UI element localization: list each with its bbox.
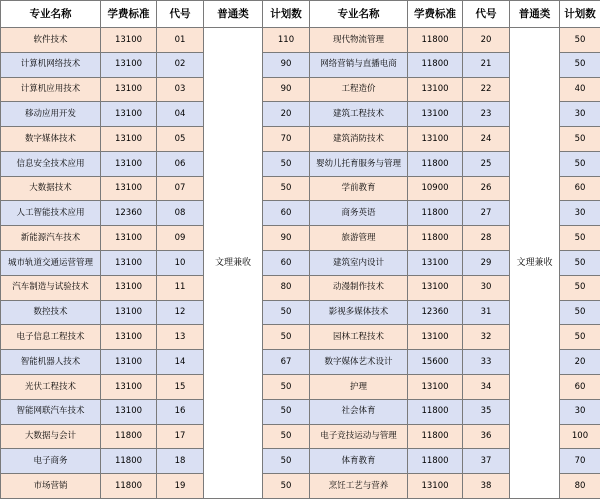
right-code-cell: 35 (463, 399, 510, 424)
right-tuition-cell: 11800 (408, 28, 463, 53)
right-code-cell: 36 (463, 424, 510, 449)
left-major-name-cell: 数字媒体技术 (1, 127, 101, 152)
right-tuition-cell: 11800 (408, 399, 463, 424)
left-tuition-cell: 13100 (101, 226, 157, 251)
left-major-name-cell: 软件技术 (1, 28, 101, 53)
left-tuition-cell: 11800 (101, 474, 157, 499)
right-code-cell: 20 (463, 28, 510, 53)
header-tuition-right: 学费标准 (408, 1, 463, 28)
left-code-cell: 08 (157, 201, 204, 226)
right-plan-count-cell: 100 (560, 424, 600, 449)
left-plan-count-cell: 50 (263, 399, 310, 424)
right-code-cell: 25 (463, 151, 510, 176)
right-major-name-cell: 婴幼儿托育服务与管理 (310, 151, 408, 176)
left-tuition-cell: 13100 (101, 374, 157, 399)
right-tuition-cell: 15600 (408, 350, 463, 375)
left-plan-count-cell: 50 (263, 474, 310, 499)
right-plan-count-cell: 50 (560, 127, 600, 152)
right-major-name-cell: 商务英语 (310, 201, 408, 226)
left-code-cell: 09 (157, 226, 204, 251)
right-code-cell: 38 (463, 474, 510, 499)
right-major-name-cell: 动漫制作技术 (310, 275, 408, 300)
right-major-name-cell: 烹饪工艺与营养 (310, 474, 408, 499)
left-major-name-cell: 光伏工程技术 (1, 374, 101, 399)
right-code-cell: 22 (463, 77, 510, 102)
right-code-cell: 28 (463, 226, 510, 251)
category-type-left: 文理兼收 (204, 28, 263, 499)
left-code-cell: 16 (157, 399, 204, 424)
right-major-name-cell: 影视多媒体技术 (310, 300, 408, 325)
left-major-name-cell: 市场营销 (1, 474, 101, 499)
right-plan-count-cell: 50 (560, 275, 600, 300)
right-code-cell: 33 (463, 350, 510, 375)
left-plan-count-cell: 60 (263, 251, 310, 276)
right-plan-count-cell: 70 (560, 449, 600, 474)
right-tuition-cell: 13100 (408, 77, 463, 102)
right-code-cell: 29 (463, 251, 510, 276)
right-tuition-cell: 11800 (408, 226, 463, 251)
right-code-cell: 23 (463, 102, 510, 127)
left-plan-count-cell: 50 (263, 151, 310, 176)
left-plan-count-cell: 50 (263, 300, 310, 325)
left-major-name-cell: 城市轨道交通运营管理 (1, 251, 101, 276)
left-code-cell: 07 (157, 176, 204, 201)
left-code-cell: 03 (157, 77, 204, 102)
right-tuition-cell: 10900 (408, 176, 463, 201)
right-plan-count-cell: 80 (560, 474, 600, 499)
left-tuition-cell: 13100 (101, 300, 157, 325)
right-plan-count-cell: 50 (560, 28, 600, 53)
left-tuition-cell: 13100 (101, 251, 157, 276)
right-major-name-cell: 工程造价 (310, 77, 408, 102)
right-tuition-cell: 11800 (408, 151, 463, 176)
right-code-cell: 27 (463, 201, 510, 226)
category-type-right: 文理兼收 (510, 28, 560, 499)
left-code-cell: 18 (157, 449, 204, 474)
right-tuition-cell: 12360 (408, 300, 463, 325)
right-code-cell: 21 (463, 52, 510, 77)
left-major-name-cell: 大数据与会计 (1, 424, 101, 449)
right-major-name-cell: 电子竞技运动与管理 (310, 424, 408, 449)
left-plan-count-cell: 90 (263, 77, 310, 102)
right-tuition-cell: 13100 (408, 325, 463, 350)
left-code-cell: 10 (157, 251, 204, 276)
right-major-name-cell: 护理 (310, 374, 408, 399)
left-tuition-cell: 13100 (101, 127, 157, 152)
right-tuition-cell: 13100 (408, 127, 463, 152)
left-plan-count-cell: 50 (263, 424, 310, 449)
right-plan-count-cell: 30 (560, 399, 600, 424)
left-code-cell: 05 (157, 127, 204, 152)
left-tuition-cell: 13100 (101, 52, 157, 77)
left-plan-count-cell: 90 (263, 52, 310, 77)
right-major-name-cell: 学前教育 (310, 176, 408, 201)
left-code-cell: 01 (157, 28, 204, 53)
left-code-cell: 13 (157, 325, 204, 350)
header-major-name-right: 专业名称 (310, 1, 408, 28)
left-code-cell: 19 (157, 474, 204, 499)
right-plan-count-cell: 60 (560, 176, 600, 201)
right-code-cell: 32 (463, 325, 510, 350)
right-tuition-cell: 13100 (408, 275, 463, 300)
right-tuition-cell: 13100 (408, 251, 463, 276)
left-plan-count-cell: 50 (263, 449, 310, 474)
right-tuition-cell: 13100 (408, 374, 463, 399)
left-plan-count-cell: 90 (263, 226, 310, 251)
left-plan-count-cell: 50 (263, 325, 310, 350)
left-code-cell: 06 (157, 151, 204, 176)
header-plan-right: 计划数 (560, 1, 600, 28)
right-plan-count-cell: 60 (560, 374, 600, 399)
right-code-cell: 31 (463, 300, 510, 325)
left-tuition-cell: 13100 (101, 399, 157, 424)
header-category-right: 普通类 (510, 1, 560, 28)
left-code-cell: 12 (157, 300, 204, 325)
right-tuition-cell: 13100 (408, 474, 463, 499)
right-major-name-cell: 体育教育 (310, 449, 408, 474)
right-plan-count-cell: 40 (560, 77, 600, 102)
right-major-name-cell: 园林工程技术 (310, 325, 408, 350)
right-major-name-cell: 建筑室内设计 (310, 251, 408, 276)
left-plan-count-cell: 50 (263, 176, 310, 201)
left-tuition-cell: 13100 (101, 325, 157, 350)
left-major-name-cell: 智能网联汽车技术 (1, 399, 101, 424)
header-code-right: 代号 (463, 1, 510, 28)
right-plan-count-cell: 50 (560, 300, 600, 325)
left-code-cell: 11 (157, 275, 204, 300)
left-major-name-cell: 数控技术 (1, 300, 101, 325)
left-tuition-cell: 13100 (101, 77, 157, 102)
right-tuition-cell: 11800 (408, 449, 463, 474)
right-code-cell: 26 (463, 176, 510, 201)
left-tuition-cell: 12360 (101, 201, 157, 226)
right-code-cell: 24 (463, 127, 510, 152)
right-plan-count-cell: 50 (560, 251, 600, 276)
left-major-name-cell: 智能机器人技术 (1, 350, 101, 375)
table-body (1, 28, 600, 499)
right-tuition-cell: 11800 (408, 424, 463, 449)
left-tuition-cell: 13100 (101, 176, 157, 201)
left-plan-count-cell: 50 (263, 374, 310, 399)
right-code-cell: 30 (463, 275, 510, 300)
left-code-cell: 15 (157, 374, 204, 399)
left-major-name-cell: 计算机应用技术 (1, 77, 101, 102)
left-plan-count-cell: 110 (263, 28, 310, 53)
right-plan-count-cell: 30 (560, 102, 600, 127)
right-plan-count-cell: 50 (560, 52, 600, 77)
table-row (1, 28, 600, 53)
right-major-name-cell: 建筑工程技术 (310, 102, 408, 127)
right-major-name-cell: 数字媒体艺术设计 (310, 350, 408, 375)
left-major-name-cell: 电子商务 (1, 449, 101, 474)
left-major-name-cell: 新能源汽车技术 (1, 226, 101, 251)
left-code-cell: 14 (157, 350, 204, 375)
left-code-cell: 04 (157, 102, 204, 127)
left-major-name-cell: 人工智能技术应用 (1, 201, 101, 226)
right-plan-count-cell: 50 (560, 151, 600, 176)
left-major-name-cell: 移动应用开发 (1, 102, 101, 127)
left-major-name-cell: 大数据技术 (1, 176, 101, 201)
right-plan-count-cell: 20 (560, 350, 600, 375)
header-category-left: 普通类 (204, 1, 263, 28)
left-plan-count-cell: 20 (263, 102, 310, 127)
right-major-name-cell: 网络营销与直播电商 (310, 52, 408, 77)
left-major-name-cell: 汽车制造与试验技术 (1, 275, 101, 300)
header-major-name-left: 专业名称 (1, 1, 101, 28)
right-code-cell: 34 (463, 374, 510, 399)
header-code-left: 代号 (157, 1, 204, 28)
left-tuition-cell: 13100 (101, 102, 157, 127)
left-major-name-cell: 信息安全技术应用 (1, 151, 101, 176)
header-tuition-left: 学费标准 (101, 1, 157, 28)
header-row (1, 1, 600, 28)
left-plan-count-cell: 67 (263, 350, 310, 375)
left-major-name-cell: 电子信息工程技术 (1, 325, 101, 350)
header-plan-left: 计划数 (263, 1, 310, 28)
left-tuition-cell: 13100 (101, 151, 157, 176)
left-code-cell: 02 (157, 52, 204, 77)
left-tuition-cell: 11800 (101, 449, 157, 474)
right-plan-count-cell: 50 (560, 325, 600, 350)
left-plan-count-cell: 70 (263, 127, 310, 152)
right-code-cell: 37 (463, 449, 510, 474)
right-major-name-cell: 建筑消防技术 (310, 127, 408, 152)
left-tuition-cell: 13100 (101, 350, 157, 375)
right-major-name-cell: 社会体育 (310, 399, 408, 424)
left-plan-count-cell: 80 (263, 275, 310, 300)
right-tuition-cell: 13100 (408, 102, 463, 127)
left-tuition-cell: 11800 (101, 424, 157, 449)
right-major-name-cell: 现代物流管理 (310, 28, 408, 53)
left-code-cell: 17 (157, 424, 204, 449)
right-tuition-cell: 11800 (408, 52, 463, 77)
right-tuition-cell: 11800 (408, 201, 463, 226)
right-major-name-cell: 旅游管理 (310, 226, 408, 251)
right-plan-count-cell: 50 (560, 226, 600, 251)
left-major-name-cell: 计算机网络技术 (1, 52, 101, 77)
right-plan-count-cell: 30 (560, 201, 600, 226)
left-tuition-cell: 13100 (101, 28, 157, 53)
left-tuition-cell: 13100 (101, 275, 157, 300)
left-plan-count-cell: 60 (263, 201, 310, 226)
